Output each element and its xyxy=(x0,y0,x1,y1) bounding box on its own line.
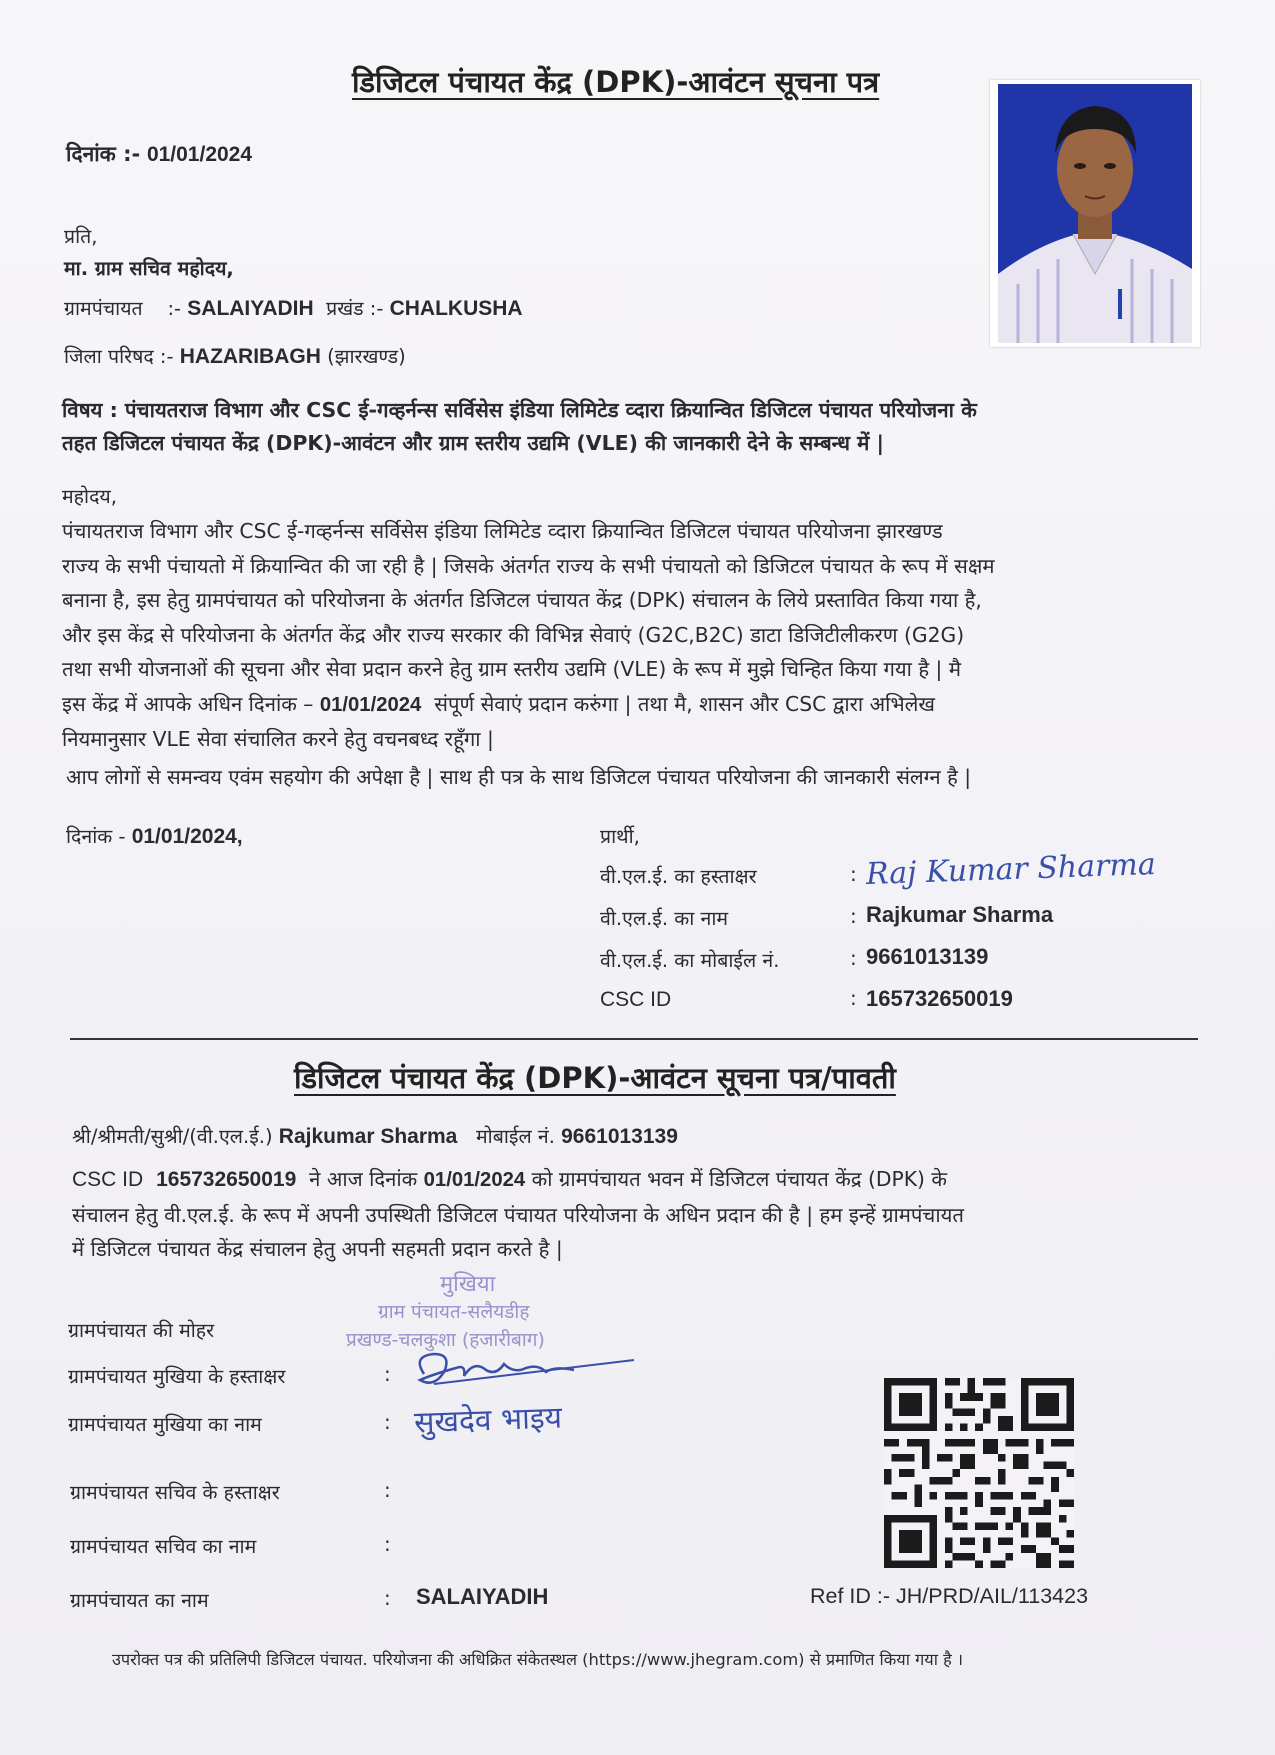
receipt-text: ने आज दिनांक xyxy=(309,1167,418,1191)
body-line: पंचायतराज विभाग और CSC ई-गव्हर्नन्स सर्विसेस इंडिया लिमिटेड व्दारा क्रियान्वित डिजिटल पंचायत परियोजना झारखण्ड xyxy=(62,519,943,543)
section-divider xyxy=(70,1038,1198,1040)
ref-value: JH/PRD/AIL/113423 xyxy=(896,1584,1089,1608)
receipt-mobile-value: 9661013139 xyxy=(561,1125,678,1148)
vle-signature: Raj Kumar Sharma xyxy=(865,846,1157,893)
ref-id xyxy=(810,1584,1088,1609)
district-state: (झारखण्ड) xyxy=(327,345,406,368)
footer-note: उपरोक्त पत्र की प्रतिलिपी डिजिटल पंचायत. परियोजना की अधिक्रित संकेतस्थल (https://www.jhegram.com) से प्रमाणित किया गया है । xyxy=(112,1650,964,1669)
letter-title: डिजिटल पंचायत केंद्र (DPK)-आवंटन सूचना पत्र xyxy=(352,65,880,99)
receipt-mobile-label: मोबाईल नं. xyxy=(475,1125,555,1148)
qr-code-icon xyxy=(884,1378,1074,1568)
receipt-date: 01/01/2024 xyxy=(423,1169,526,1191)
vle-mobile-value: 9661013139 xyxy=(866,944,989,969)
gram-panchayat-line xyxy=(64,294,523,321)
colon: : xyxy=(850,986,857,1010)
mukhiya-name-value: सुखदेव भाइय xyxy=(413,1400,563,1441)
letter-date xyxy=(66,140,252,168)
receipt-person-line xyxy=(72,1122,678,1149)
gp-value: SALAIYADIH xyxy=(187,297,314,320)
body-line: बनाना है, इस हेतु ग्रामपंचायत को परियोजना के अंतर्गत डिजिटल पंचायत केंद्र (DPK) संचालन के लिये प्रस्तावित किया गया है, xyxy=(62,588,982,612)
date-value: 01/01/2024 xyxy=(146,143,253,166)
receipt-csc-value: 165732650019 xyxy=(156,1168,297,1191)
person-portrait-icon xyxy=(998,84,1192,343)
signoff-date xyxy=(66,822,243,849)
receipt-line xyxy=(72,1162,964,1198)
receipt-text: को ग्रामपंचायत भवन में डिजिटल पंचायत केंद्र (DPK) के xyxy=(531,1167,947,1191)
stamp-line: मुखिया xyxy=(440,1272,496,1297)
colon: : xyxy=(384,1478,391,1502)
district-line xyxy=(64,342,406,369)
csc-id-label: CSC ID xyxy=(600,988,672,1011)
vle-name-label: वी.एल.ई. का नाम xyxy=(600,907,729,930)
receipt-paragraph xyxy=(72,1162,964,1267)
colon: : xyxy=(384,1586,391,1610)
receipt-csc-label: CSC ID xyxy=(72,1168,144,1191)
body-line xyxy=(62,687,995,723)
body-date: 01/01/2024 xyxy=(319,693,422,716)
body-line: तथा सभी योजनाओं की सूचना और सेवा प्रदान करने हेतु ग्राम स्तरीय उद्यमि (VLE) के रूप में मुझे चिन्हित किया गया है | मै xyxy=(62,657,961,681)
mukhiya-name-label: ग्रामपंचायत मुखिया का नाम xyxy=(68,1413,262,1436)
sachiv-signature-label: ग्रामपंचायत सचिव के हस्ताक्षर xyxy=(70,1481,280,1504)
subject-line: विषय : पंचायतराज विभाग और CSC ई-गव्हर्नन्स सर्विसेस इंडिया लिमिटेड व्दारा क्रियान्वित डिजिटल पंचायत परियोजना के xyxy=(62,398,977,422)
vle-signature-label: वी.एल.ई. का हस्ताक्षर xyxy=(600,865,757,888)
colon: : xyxy=(384,1362,391,1386)
district-value: HAZARIBAGH xyxy=(179,345,321,368)
body-paragraph xyxy=(62,514,995,757)
receipt-line: संचालन हेतु वी.एल.ई. के रूप में अपनी उपस्थिती डिजिटल पंचायत परियोजना के अधिन प्रदान की है | हम इन्हें ग्रामपंचायत xyxy=(72,1202,964,1227)
vle-mobile-label: वी.एल.ई. का मोबाईल नं. xyxy=(600,949,780,972)
gp-name-value: SALAIYADIH xyxy=(416,1584,549,1609)
mukhiya-signature-icon xyxy=(404,1344,644,1394)
colon: : xyxy=(850,946,857,970)
date-label: दिनांक :- xyxy=(66,142,141,166)
applicant-photo xyxy=(990,80,1200,347)
closing-line: आप लोगों से समन्वय एवंम सहयोग की अपेक्षा है | साथ ही पत्र के साथ डिजिटल पंचायत परियोजना की जानकारी संलग्न है | xyxy=(66,765,972,789)
salutation: महोदय, xyxy=(62,485,117,508)
applicant-label: प्रार्थी, xyxy=(600,825,640,848)
signoff-date-label: दिनांक - xyxy=(66,825,126,848)
subject-line: तहत डिजिटल पंचायत केंद्र (DPK)-आवंटन और ग्राम स्तरीय उद्यमि (VLE) की जानकारी देने के सम्बन्ध में | xyxy=(62,431,884,455)
gp-name-label: ग्रामपंचायत का नाम xyxy=(70,1589,209,1612)
receipt-line: में डिजिटल पंचायत केंद्र संचालन हेतु अपनी सहमती प्रदान करते है | xyxy=(72,1237,563,1261)
mukhiya-signature-label: ग्रामपंचायत मुखिया के हस्ताक्षर xyxy=(68,1365,286,1388)
district-label: जिला परिषद :- xyxy=(64,345,174,368)
body-text: इस केंद्र में आपके अधिन दिनांक – xyxy=(62,691,314,716)
block-value: CHALKUSHA xyxy=(389,297,523,320)
ref-label: Ref ID :- xyxy=(810,1584,891,1608)
csc-id-value: 165732650019 xyxy=(866,986,1013,1011)
person-name: Rajkumar Sharma xyxy=(278,1125,458,1148)
body-line: राज्य के सभी पंचायतो में क्रियान्वित की जा रही है | जिसके अंतर्गत राज्य के सभी पंचायतो को डिजिटल पंचायत के रूप में सक्षम xyxy=(62,553,995,578)
body-line: नियमानुसार VLE सेवा संचालित करने हेतु वचनबध्द रहूँगा | xyxy=(62,727,494,751)
vle-name-value: Rajkumar Sharma xyxy=(866,902,1054,927)
signoff-date-value: 01/01/2024, xyxy=(131,825,243,848)
colon: : xyxy=(384,1532,391,1556)
receipt-title: डिजिटल पंचायत केंद्र (DPK)-आवंटन सूचना पत्र/पावती xyxy=(294,1061,896,1095)
gp-label: ग्रामपंचायत xyxy=(64,297,143,320)
stamp-line: प्रखण्ड-चलकुशा (हजारीबाग) xyxy=(346,1329,545,1351)
prati-text: प्रति, xyxy=(64,225,98,248)
subject-block xyxy=(62,394,977,460)
body-text: संपूर्ण सेवाएं प्रदान करुंगा | तथा मै, शासन और CSC द्वारा अभिलेख xyxy=(434,691,935,716)
gp-sep: :- xyxy=(167,297,182,320)
colon: : xyxy=(850,862,857,886)
colon: : xyxy=(384,1410,391,1434)
colon: : xyxy=(850,904,857,928)
person-prefix: श्री/श्रीमती/सुश्री/(वी.एल.ई.) xyxy=(72,1125,273,1148)
sachiv-name-label: ग्रामपंचायत सचिव का नाम xyxy=(70,1535,257,1558)
addressee: मा. ग्राम सचिव महोदय, xyxy=(64,257,234,280)
block-label: प्रखंड :- xyxy=(326,297,384,320)
body-line: और इस केंद्र से परियोजना के अंतर्गत केंद्र और राज्य सरकार की विभिन्न सेवाएं (G2C,B2C) डाटा डिजिटीलीकरण (G2G) xyxy=(62,622,965,647)
stamp-line: ग्राम पंचायत-सलैयडीह xyxy=(378,1301,530,1323)
seal-label: ग्रामपंचायत की मोहर xyxy=(68,1319,215,1342)
